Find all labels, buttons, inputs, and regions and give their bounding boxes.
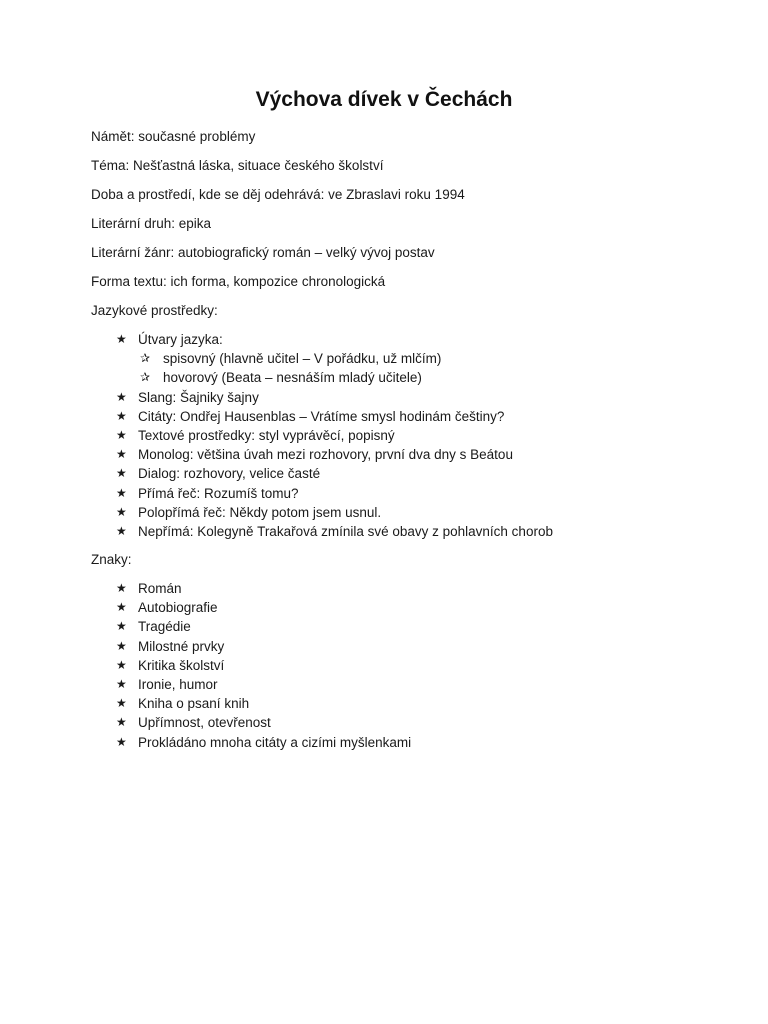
- sublist-container: [116, 349, 553, 387]
- field-zanr: Literární žánr: autobiografický román – velký vývoj postav: [91, 245, 435, 260]
- star-bullet-icon: ★: [116, 389, 127, 404]
- list-item: [116, 522, 553, 541]
- star-bullet-icon: ★: [116, 638, 127, 653]
- sublist-item-text: spisovný (hlavně učitel – V pořádku, už mlčím): [163, 351, 442, 367]
- list-item: [116, 445, 553, 464]
- sublist-item-text: hovorový (Beata – nesnáším mladý učitele): [163, 370, 422, 386]
- star-bullet-icon: ★: [116, 427, 127, 442]
- sublist-item: [94, 368, 553, 387]
- list-item: [116, 598, 411, 617]
- list-item-text: Polopřímá řeč: Někdy potom jsem usnul.: [138, 504, 382, 520]
- star-bullet-icon: ★: [116, 466, 127, 481]
- list-item-text: Slang: Šajniky šajny: [138, 389, 259, 405]
- field-forma: Forma textu: ich forma, kompozice chronologická: [91, 274, 386, 289]
- list-item: [116, 713, 411, 732]
- list-item-text: Milostné prvky: [138, 638, 225, 654]
- star-bullet-icon: ★: [116, 715, 127, 730]
- list-item: [116, 484, 553, 503]
- field-tema: Téma: Nešťastná láska, situace českého školství: [91, 158, 384, 173]
- outline-star-bullet-icon: ✰: [140, 351, 151, 366]
- star-bullet-icon: ★: [116, 485, 127, 500]
- language-devices-list: [116, 330, 553, 541]
- list-item-text: Upřímnost, otevřenost: [138, 715, 271, 731]
- znaky-list: [116, 579, 411, 752]
- field-druh: Literární druh: epika: [91, 216, 212, 231]
- sublist-item: [94, 349, 553, 368]
- list-item: [116, 733, 411, 752]
- star-bullet-icon: ★: [116, 408, 127, 423]
- metadata-fields: [91, 127, 731, 330]
- star-bullet-icon: ★: [116, 696, 127, 711]
- list-item-text: Prokládáno mnoha citáty a cizími myšlenkami: [138, 734, 412, 750]
- star-bullet-icon: ★: [116, 447, 127, 462]
- field-doba: Doba a prostředí, kde se děj odehrává: ve Zbraslavi roku 1994: [91, 187, 465, 202]
- star-bullet-icon: ★: [116, 504, 127, 519]
- list-item: [116, 464, 553, 483]
- star-bullet-icon: ★: [116, 676, 127, 691]
- list-item-text: Ironie, humor: [138, 676, 218, 692]
- list-item: [116, 388, 553, 407]
- list-item-text: Dialog: rozhovory, velice časté: [138, 466, 321, 482]
- list-item: [116, 656, 411, 675]
- star-bullet-icon: ★: [116, 619, 127, 634]
- star-bullet-icon: ★: [116, 581, 127, 595]
- list-item: [116, 426, 553, 445]
- znaky-heading: Znaky:: [91, 552, 132, 567]
- star-bullet-icon: ★: [116, 332, 127, 346]
- star-bullet-icon: ★: [116, 523, 127, 538]
- field-namet: Námět: současné problémy: [91, 129, 256, 144]
- list-item: [116, 694, 411, 713]
- outline-star-bullet-icon: ✰: [140, 370, 151, 385]
- language-forms-sublist: [116, 349, 553, 387]
- list-item: [116, 503, 553, 522]
- list-item-text: Útvary jazyka:: [138, 332, 223, 347]
- list-item-text: Citáty: Ondřej Hausenblas – Vrátíme smysl hodinám češtiny?: [138, 408, 505, 424]
- field-jazykove: Jazykové prostředky:: [91, 303, 218, 318]
- list-item: [116, 617, 411, 636]
- list-item: [116, 637, 411, 656]
- star-bullet-icon: ★: [116, 657, 127, 672]
- list-item-text: Autobiografie: [138, 600, 218, 616]
- list-item-text: Nepřímá: Kolegyně Trakařová zmínila své obavy z pohlavních chorob: [138, 523, 553, 539]
- list-item-text: Román: [138, 581, 182, 596]
- star-bullet-icon: ★: [116, 600, 127, 615]
- list-item-text: Monolog: většina úvah mezi rozhovory, první dva dny s Beátou: [138, 447, 513, 463]
- list-item-text: Přímá řeč: Rozumíš tomu?: [138, 485, 299, 501]
- list-item: [116, 579, 411, 598]
- page-title: Výchova dívek v Čechách: [255, 88, 513, 111]
- list-item: [116, 675, 411, 694]
- list-item-text: Tragédie: [138, 619, 191, 635]
- list-item-text: Kniha o psaní knih: [138, 696, 250, 712]
- list-item-text: Textové prostředky: styl vyprávěcí, popisný: [138, 427, 395, 443]
- list-item: [116, 407, 553, 426]
- list-item: [116, 330, 553, 349]
- star-bullet-icon: ★: [116, 734, 127, 749]
- list-item-text: Kritika školství: [138, 657, 225, 673]
